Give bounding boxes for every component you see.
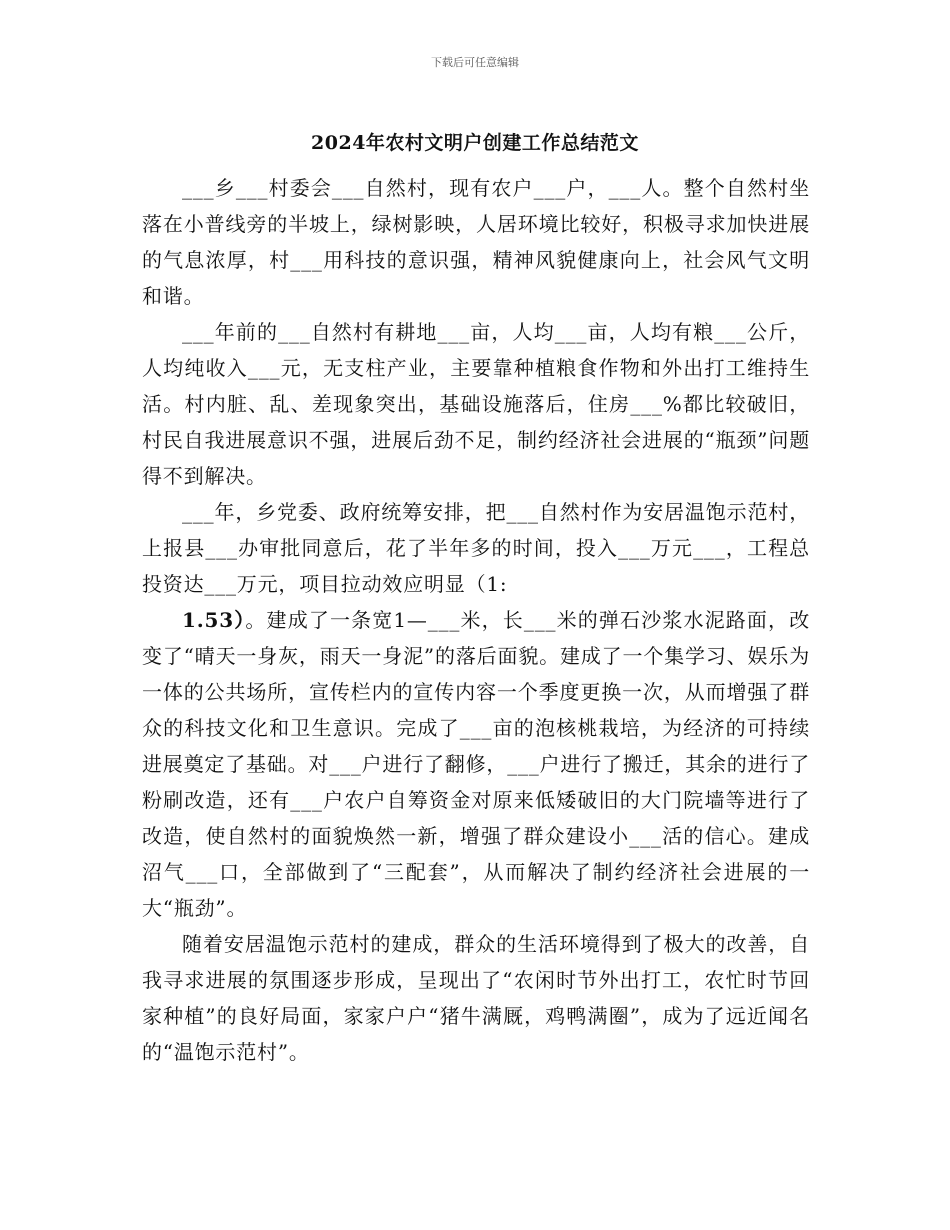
document-body	[142, 170, 810, 1070]
paragraph-background: ___年前的___自然村有耕地___亩，人均___亩，人均有粮___公斤，人均纯收入___元，无支柱产业，主要靠种植粮食作物和外出打工维持生活。村内脏、乱、差现象突出，基础设施落后，住房___%都比较破旧，村民自我进展意识不强，进展后劲不足，制约经济社会进展的“瓶颈”问题得不到解决。	[142, 320, 810, 488]
achievements-text: 。建成了一条宽1—___米，长___米的弹石沙浆水泥路面，改变了“晴天一身灰，雨天一身泥”的落后面貌。建成了一个集学习、娱乐为一体的公共场所，宣传栏内的宣传内容一个季度更换一次，从而增强了群众的科技文化和卫生意识。完成了___亩的泡核桃栽培，为经济的可持续进展奠定了基础。对___户进行了翻修，___户进行了搬迁，其余的进行了粉刷改造，还有___户农户自筹资金对原来低矮破旧的大门院墙等进行了改造，使自然村的面貌焕然一新，增强了群众建设小___活的信心。建成沼气___口，全部做到了“三配套”，从而解决了制约经济社会进展的一大“瓶劲”。	[142, 608, 810, 920]
paragraph-project: ___年，乡党委、政府统筹安排，把___自然村作为安居温饱示范村，上报县___办审批同意后，花了半年多的时间，投入___万元___，工程总投资达___万元，项目拉动效应明显（1:	[142, 500, 810, 596]
document-title: 2024年农村文明户创建工作总结范文	[311, 132, 639, 154]
paragraph-achievements	[142, 602, 810, 926]
ratio-lead: 1.53）	[182, 608, 246, 632]
header-note: 下载后可任意编辑	[431, 56, 519, 69]
paragraph-intro: ___乡___村委会___自然村，现有农户___户，___人。整个自然村坐落在小普线旁的半坡上，绿树影映，人居环境比较好，积极寻求加快进展的气息浓厚，村___用科技的意识强，精神风貌健康向上，社会风气文明和谐。	[142, 176, 810, 308]
paragraph-outcome: 随着安居温饱示范村的建成，群众的生活环境得到了极大的改善，自我寻求进展的氛围逐步形成，呈现出了“农闲时节外出打工，农忙时节回家种植”的良好局面，家家户户“猪牛满厩，鸡鸭满圈”，成为了远近闻名的“温饱示范村”。	[142, 932, 810, 1064]
